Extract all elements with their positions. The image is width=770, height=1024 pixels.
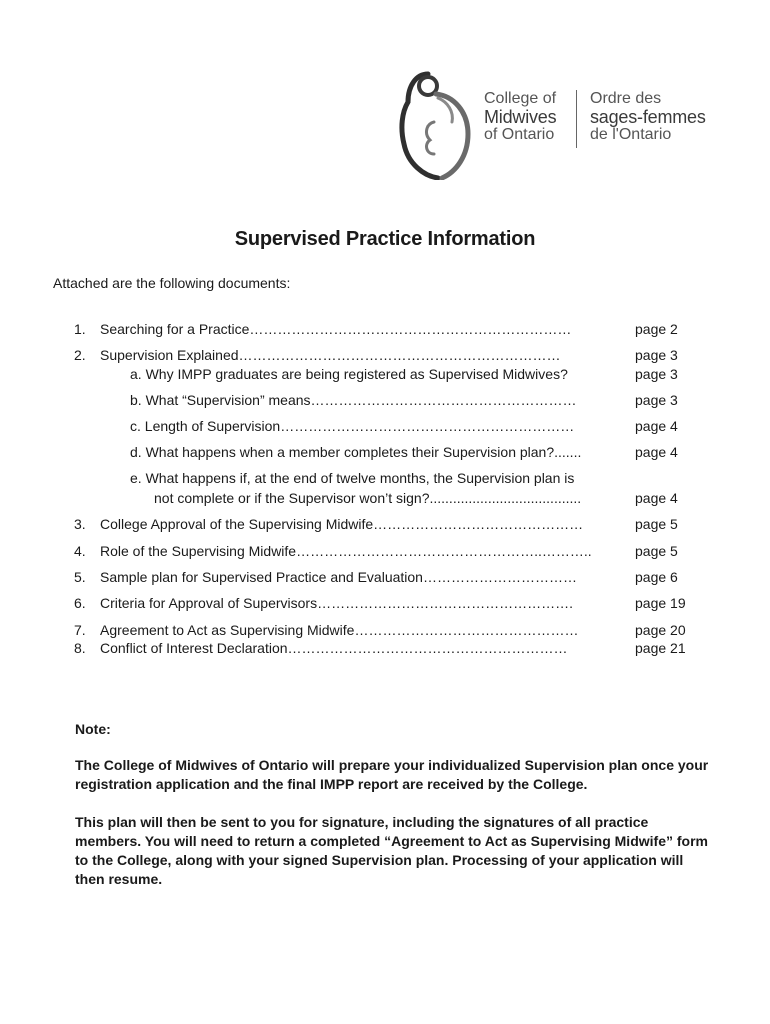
toc-item-page: page 2: [635, 321, 678, 337]
mother-child-emblem-icon: [398, 68, 478, 180]
toc-item-page: page 3: [635, 347, 678, 363]
note-paragraph-2: This plan will then be sent to you for signature, including the signatures of all practice members. You will need to return a completed “Agreement to Act as Supervising Midwife” form to the College, along with your signed Supervision plan. Processing of your application will then resume.: [75, 814, 708, 887]
toc-item-page: page 5: [635, 543, 678, 559]
toc-item-page: page 4: [635, 444, 678, 460]
college-logo: [398, 68, 728, 180]
toc-subitem-continued: not complete or if the Supervisor won’t sign?.......................................: [154, 490, 582, 506]
toc-item-page: page 3: [635, 392, 678, 408]
toc-subitem: c. Length of Supervision………………………………………………………: [130, 418, 575, 434]
toc-item-page: page 4: [635, 490, 678, 506]
logo-divider: [576, 90, 577, 148]
note-paragraph-1: The College of Midwives of Ontario will prepare your individualized Supervision plan once your registration application and the final IMPP report are received by the College.: [75, 757, 709, 792]
logo-french-name: [590, 90, 706, 144]
toc-item-text: Criteria for Approval of Supervisors……………………………………………….: [100, 595, 573, 611]
toc-subitem: a. Why IMPP graduates are being registered as Supervised Midwives?: [130, 366, 568, 382]
toc-item-text: College Approval of the Supervising Midwife………………………………………: [100, 516, 584, 532]
logo-fr-line2: sages-femmes: [590, 107, 706, 127]
toc-item-text: Sample plan for Supervised Practice and Evaluation……………………………: [100, 569, 577, 585]
toc-item-page: page 6: [635, 569, 678, 585]
toc-item-text: Role of the Supervising Midwife……………………………………………..………..: [100, 543, 592, 559]
toc-item-text: Searching for a Practice……………………………………………………………: [100, 321, 572, 337]
toc-item-page: page 3: [635, 366, 678, 382]
toc-item-text: Conflict of Interest Declaration……………………………………………………: [100, 640, 568, 656]
intro-text: Attached are the following documents:: [53, 275, 291, 291]
toc-item-page: page 5: [635, 516, 678, 532]
toc-subitem: e. What happens if, at the end of twelve months, the Supervision plan is: [130, 470, 575, 486]
logo-en-line3: of Ontario: [484, 126, 555, 143]
toc-subitem: d. What happens when a member completes their Supervision plan?.......: [130, 444, 582, 460]
toc-item-page: page 21: [635, 640, 686, 656]
toc-item-page: page 20: [635, 622, 686, 638]
logo-en-line1: College of: [484, 90, 557, 107]
toc-subitem: b. What “Supervision” means…………………………………………………: [130, 392, 577, 408]
toc-item-text: Supervision Explained……………………………………………………………: [100, 347, 561, 363]
logo-fr-line1: Ordre des: [590, 90, 662, 107]
logo-english-name: [484, 90, 556, 144]
toc-item-page: page 19: [635, 595, 686, 611]
logo-fr-line3: de l'Ontario: [590, 126, 672, 143]
logo-en-line2: Midwives: [484, 107, 557, 127]
note-heading: Note:: [75, 721, 111, 737]
toc-item-page: page 4: [635, 418, 678, 434]
page-title: Supervised Practice Information: [234, 228, 536, 250]
toc-item-text: Agreement to Act as Supervising Midwife…………………………………………: [100, 622, 579, 638]
